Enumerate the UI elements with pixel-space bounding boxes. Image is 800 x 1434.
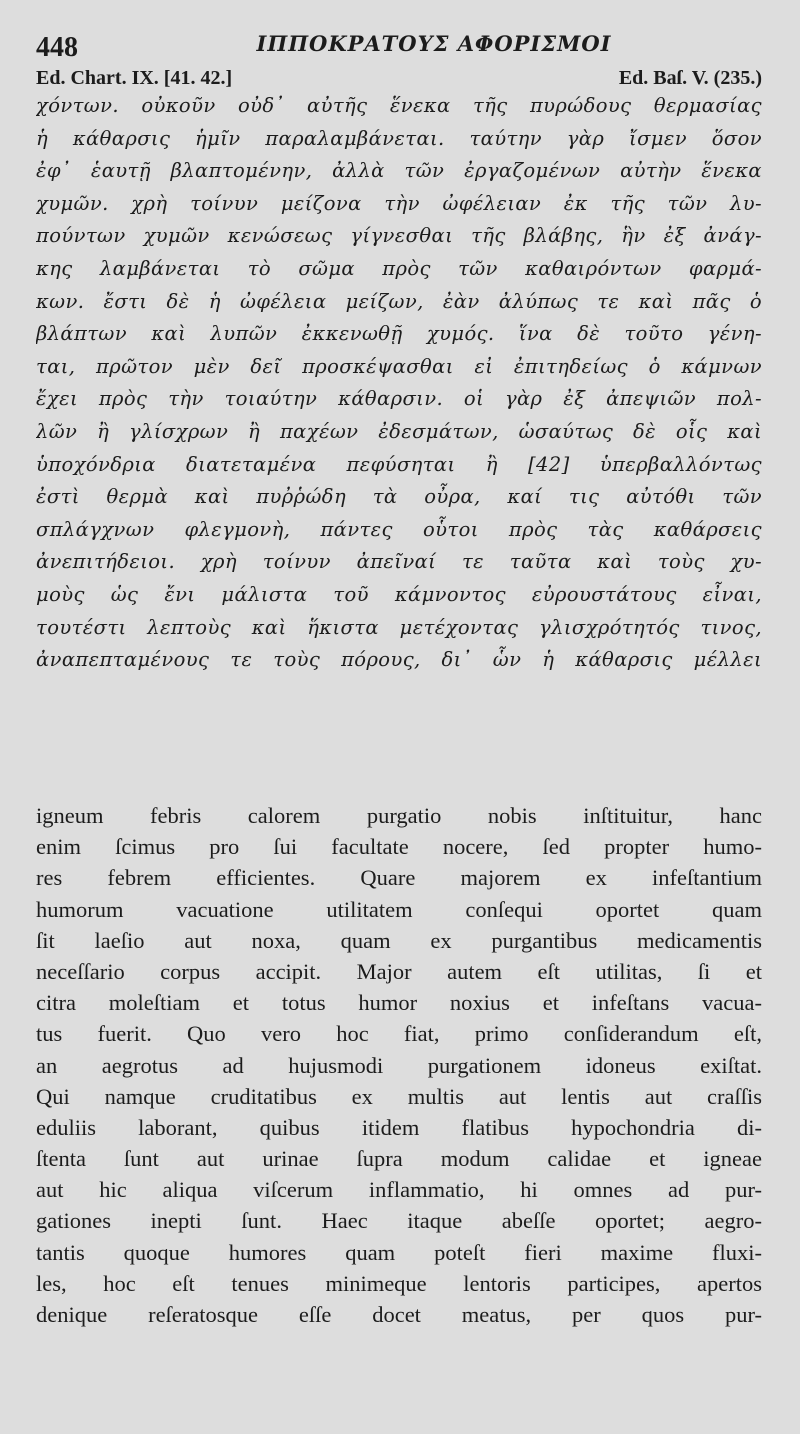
latin-line: ſtenta ſunt aut urinae ſupra modum calidae et igneae <box>36 1146 762 1172</box>
latin-line: eduliis laborant, quibus itidem flatibus hypochondria di- <box>36 1114 762 1140</box>
latin-line: igneum febris calorem purgatio nobis inſtituitur, hanc <box>36 803 762 828</box>
page-number: 448 <box>36 32 78 63</box>
greek-line: πούντων χυμῶν κενώσεως γίγνεσθαι τῆς βλάβης, ἣν ἐξ ἀνάγ- <box>36 224 762 248</box>
greek-line: λῶν ἢ γλίσχρων ἢ παχέων ἐδεσμάτων, ὡσαύτως δὲ οἷς καὶ <box>36 419 762 443</box>
greek-line: κων. ἔστι δὲ ἡ ὠφέλεια μείζων, ἐὰν ἀλύπως τε καὶ πᾶς ὁ <box>36 289 762 313</box>
greek-line: ὑποχόνδρια διατεταμένα πεφύσηται ἢ [42] ὑπερβαλλόντως <box>36 452 762 476</box>
greek-line: μοὺς ὡς ἔνι μάλιστα τοῦ κάμνοντος εὐρουστάτους εἶναι, <box>36 582 762 606</box>
greek-line: ται, πρῶτον μὲν δεῖ προσκέψασθαι εἰ ἐπιτηδείως ὁ κάμνων <box>36 354 762 378</box>
greek-line: τουτέστι λεπτοὺς καὶ ἥκιστα μετέχοντας γλισχρότητός τινος, <box>36 615 762 639</box>
latin-text-block <box>36 800 762 1330</box>
latin-line: Qui namque cruditatibus ex multis aut lentis aut craſſis <box>36 1083 762 1109</box>
latin-line: neceſſario corpus accipit. Major autem eſt utilitas, ſi et <box>36 958 762 984</box>
greek-line: χόντων. οὐκοῦν οὐδ᾽ αὐτῆς ἕνεκα τῆς πυρώδους θερμασίας <box>36 94 762 117</box>
greek-line: κης λαμβάνεται τὸ σῶμα πρὸς τῶν καθαιρόντων φαρμά- <box>36 256 762 280</box>
latin-line: citra moleſtiam et totus humor noxius et infeſtans vacua- <box>36 990 762 1016</box>
page-header <box>36 30 762 66</box>
edition-reference-chartier: Ed. Chart. IX. [41. 42.] <box>36 67 233 89</box>
latin-line: tantis quoque humores quam poteſt fieri maxime fluxi- <box>36 1239 762 1265</box>
greek-line: χυμῶν. χρὴ τοίνυν μείζονα τὴν ὠφέλειαν ἐκ τῆς τῶν λυ- <box>36 191 762 215</box>
latin-line: tus fuerit. Quo vero hoc fiat, primo conſiderandum eſt, <box>36 1021 762 1047</box>
greek-line: ἐφ᾽ ἑαυτῇ βλαπτομένην, ἀλλὰ τῶν ἐργαζομένων αὐτὴν ἕνεκα <box>36 159 762 183</box>
greek-line: ἐστὶ θερμὰ καὶ πυῤῥώδη τὰ οὖρα, καί τις αὐτόθι τῶν <box>36 485 762 509</box>
greek-line: σπλάγχνων φλεγμονὴ, πάντες οὗτοι πρὸς τὰς καθάρσεις <box>36 517 762 541</box>
latin-line: ſit laeſio aut noxa, quam ex purgantibus medicamentis <box>36 927 762 953</box>
greek-line: ἀναπεπταμένους τε τοὺς πόρους, δι᾽ ὧν ἡ κάθαρσις μέλλει <box>36 648 762 672</box>
latin-line: humorum vacuatione utilitatem conſequi oportet quam <box>36 896 762 922</box>
latin-line: enim ſcimus pro ſui facultate nocere, ſed propter humo- <box>36 834 762 860</box>
latin-line: aut hic aliqua viſcerum inflammatio, hi omnes ad pur- <box>36 1177 762 1203</box>
latin-line: denique reſeratosque eſſe docet meatus, per quos pur- <box>36 1302 762 1327</box>
edition-reference-row <box>36 66 762 92</box>
running-title: ΙΠΠΟΚΡΑΤΟΥΣ ΑΦΟΡΙΣΜΟΙ <box>256 31 612 56</box>
latin-line: les, hoc eſt tenues minimeque lentoris participes, apertos <box>36 1270 762 1296</box>
greek-line: ἀνεπιτήδειοι. χρὴ τοίνυν ἀπεῖναί τε ταῦτα καὶ τοὺς χυ- <box>36 550 762 574</box>
greek-line: ἔχει πρὸς τὴν τοιαύτην κάθαρσιν. οἱ γὰρ ἐξ ἀπεψιῶν πολ- <box>36 387 762 411</box>
latin-line: gationes inepti ſunt. Haec itaque abeſſe oportet; aegro- <box>36 1208 762 1234</box>
greek-line: βλάπτων καὶ λυπῶν ἐκκενωθῇ χυμός. ἵνα δὲ τοῦτο γένη- <box>36 322 762 346</box>
latin-line: res febrem efficientes. Quare majorem ex infeſtantium <box>36 865 762 891</box>
greek-line: ἡ κάθαρσις ἡμῖν παραλαμβάνεται. ταύτην γὰρ ἴσμεν ὅσον <box>36 126 762 150</box>
latin-line: an aegrotus ad hujusmodi purgationem idoneus exiſtat. <box>36 1052 762 1078</box>
greek-text-block <box>36 90 762 677</box>
edition-reference-basel: Ed. Baſ. V. (235.) <box>618 67 762 89</box>
